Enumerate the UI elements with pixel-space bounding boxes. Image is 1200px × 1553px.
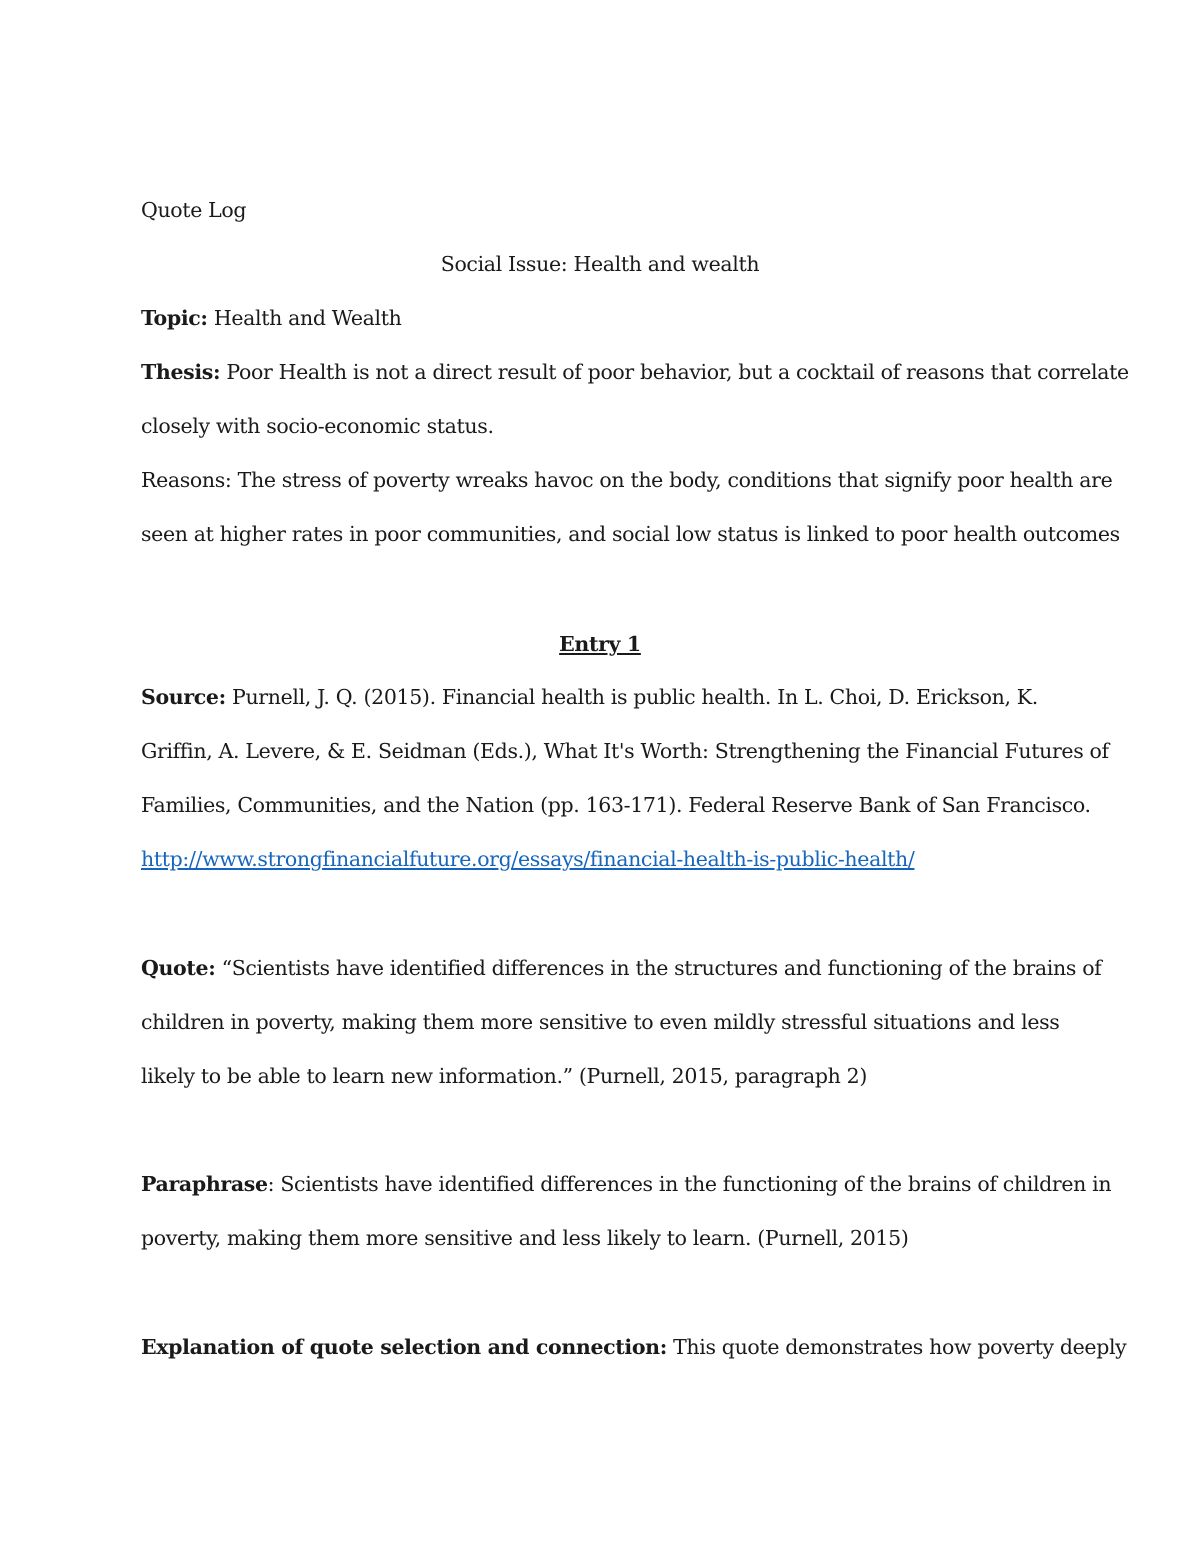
document-subtitle: Social Issue: Health and wealth: [440, 252, 760, 276]
topic-text: Health and Wealth: [207, 306, 402, 330]
reasons-line-2: seen at higher rates in poor communities, and social low status is linked to poor health outcomes: [141, 522, 1120, 546]
explanation-label: Explanation of quote selection and connection:: [141, 1335, 667, 1359]
thesis-line-1: [141, 358, 1129, 386]
paraphrase-line-1: Paraphrase: Scientists have identified differences in the functioning of the brains of children in: [141, 1172, 1112, 1196]
thesis-label: Thesis:: [141, 360, 221, 384]
source-url-line: [141, 845, 1071, 873]
quote-line-2: children in poverty, making them more sensitive to even mildly stressful situations and less: [141, 1010, 1060, 1034]
reasons-line-1: Reasons: The stress of poverty wreaks havoc on the body, conditions that signify poor health are: [141, 468, 1113, 492]
paraphrase-line-2: poverty, making them more sensitive and less likely to learn. (Purnell, 2015): [141, 1226, 909, 1250]
source-line-1: Source: Purnell, J. Q. (2015). Financial health is public health. In L. Choi, D. Erickson, K.: [141, 685, 1038, 709]
topic-label: Topic:: [141, 306, 208, 330]
source-line-2: Griffin, A. Levere, & E. Seidman (Eds.), What It's Worth: Strengthening the Financial Futures of: [141, 739, 1109, 763]
thesis-text-1: Poor Health is not a direct result of poor behavior, but a cocktail of reasons that correlate: [220, 360, 1129, 384]
thesis-line-2: closely with socio-economic status.: [141, 414, 494, 438]
paraphrase-label: Paraphrase: [141, 1172, 268, 1196]
topic-line: [141, 304, 1071, 332]
entry-heading: Entry 1: [559, 632, 641, 656]
quote-label: Quote:: [141, 956, 216, 980]
source-url-link[interactable]: http://www.strongfinancialfuture.org/essays/financial-health-is-public-health/: [141, 847, 915, 871]
document-header: Quote Log: [141, 198, 247, 222]
quote-line-3: likely to be able to learn new information.” (Purnell, 2015, paragraph 2): [141, 1064, 867, 1088]
source-line-3: Families, Communities, and the Nation (pp. 163-171). Federal Reserve Bank of San Francisco.: [141, 793, 1091, 817]
quote-line-1: Quote: “Scientists have identified differences in the structures and functioning of the brains of: [141, 956, 1102, 980]
source-label: Source:: [141, 685, 226, 709]
explanation-line-1: Explanation of quote selection and connection: This quote demonstrates how poverty deeply: [141, 1335, 1127, 1359]
